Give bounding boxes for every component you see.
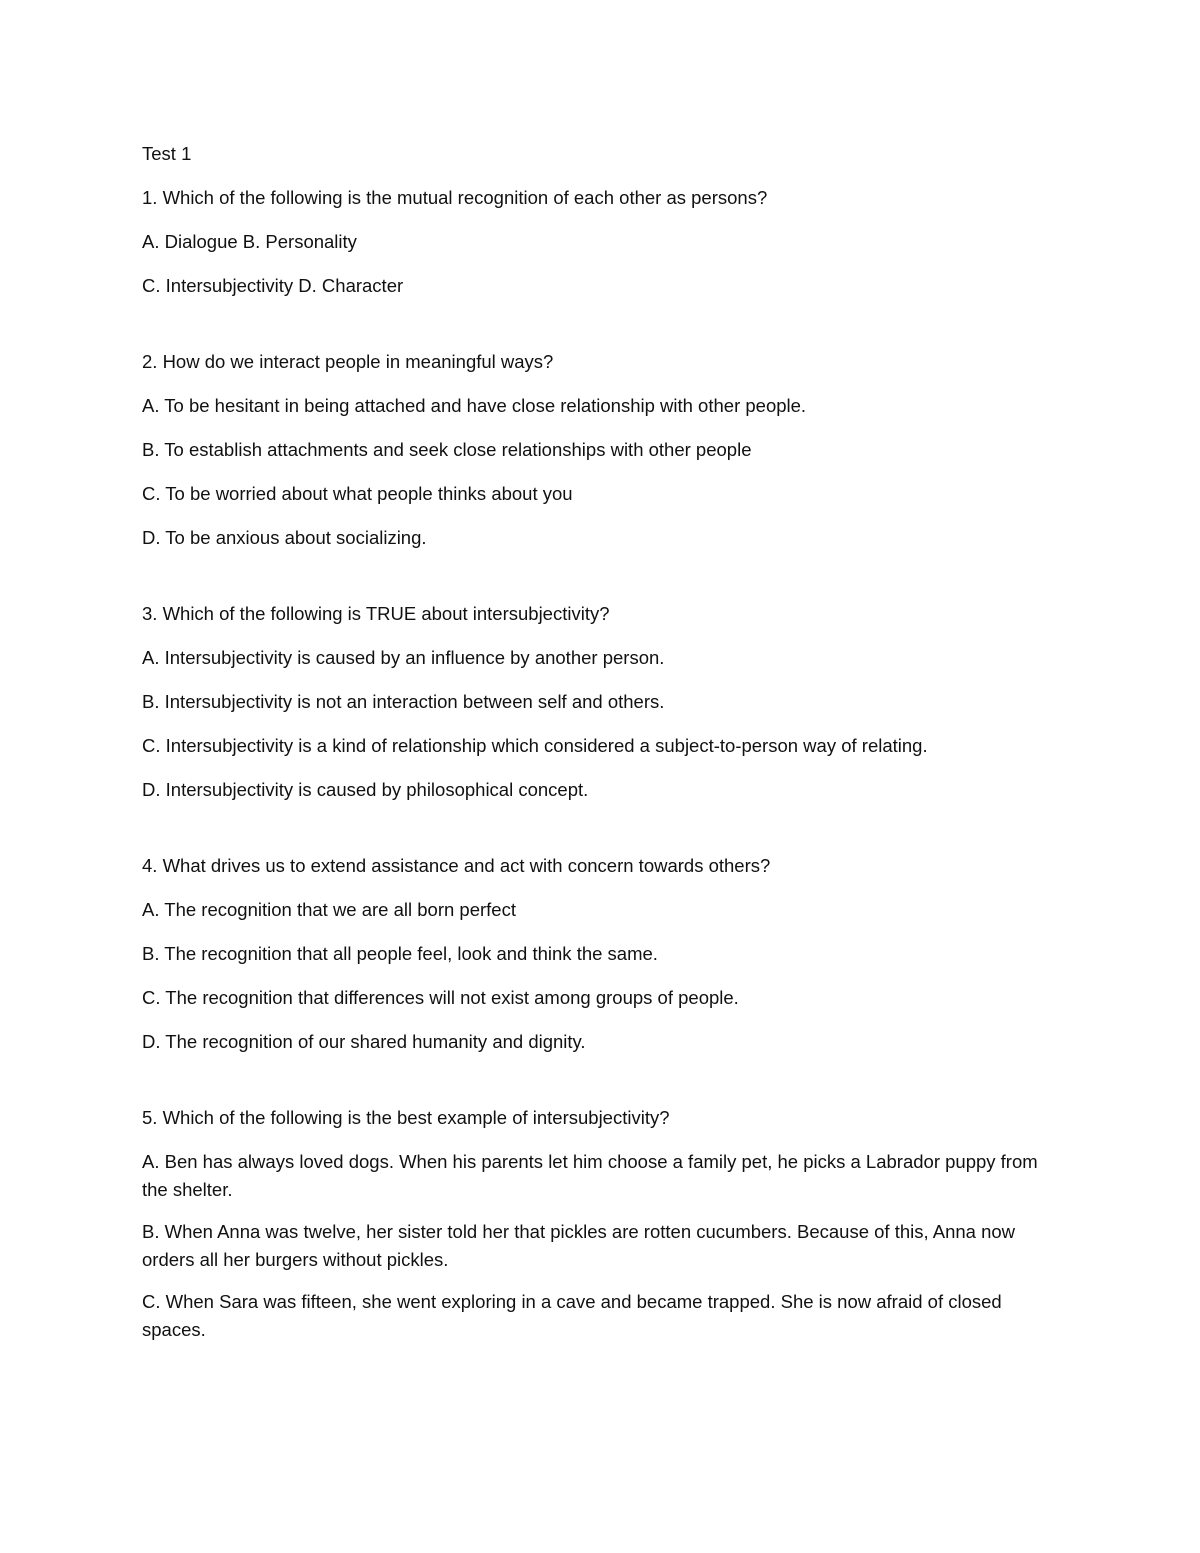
question-text: 3. Which of the following is TRUE about intersubjectivity? [142, 603, 610, 624]
answer-option: C. Intersubjectivity D. Character [142, 275, 404, 296]
question-4 [142, 852, 1062, 1056]
answer-option: A. Dialogue B. Personality [142, 231, 357, 252]
question-5 [142, 1104, 1062, 1344]
answer-option: C. Intersubjectivity is a kind of relationship which considered a subject-to-person way of relating. [142, 735, 928, 756]
answer-option: C. To be worried about what people thinks about you [142, 483, 573, 504]
question-text: 2. How do we interact people in meaningful ways? [142, 351, 554, 372]
question-2 [142, 348, 1062, 552]
question-text: 4. What drives us to extend assistance and act with concern towards others? [142, 855, 771, 876]
answer-option: A. The recognition that we are all born perfect [142, 899, 516, 920]
answer-option: B. When Anna was twelve, her sister told her that pickles are rotten cucumbers. Because of this, Anna now orders all her burgers without pickles. [142, 1221, 1016, 1270]
document-body [142, 140, 1062, 1392]
answer-option: B. Intersubjectivity is not an interaction between self and others. [142, 691, 665, 712]
answer-option: A. Ben has always loved dogs. When his parents let him choose a family pet, he picks a Labrador puppy from the shelter. [142, 1151, 1038, 1200]
answer-option: D. To be anxious about socializing. [142, 527, 427, 548]
answer-option: B. The recognition that all people feel, look and think the same. [142, 943, 658, 964]
answer-option: D. The recognition of our shared humanity and dignity. [142, 1031, 586, 1052]
answer-option: C. When Sara was fifteen, she went exploring in a cave and became trapped. She is now afraid of closed spaces. [142, 1291, 1002, 1340]
question-1 [142, 184, 1062, 300]
document-title: Test 1 [142, 143, 192, 164]
answer-option: C. The recognition that differences will not exist among groups of people. [142, 987, 739, 1008]
question-text: 5. Which of the following is the best example of intersubjectivity? [142, 1107, 670, 1128]
answer-option: B. To establish attachments and seek close relationships with other people [142, 439, 752, 460]
question-3 [142, 600, 1062, 804]
question-text: 1. Which of the following is the mutual recognition of each other as persons? [142, 187, 768, 208]
answer-option: D. Intersubjectivity is caused by philosophical concept. [142, 779, 589, 800]
answer-option: A. Intersubjectivity is caused by an influence by another person. [142, 647, 665, 668]
answer-option: A. To be hesitant in being attached and have close relationship with other people. [142, 395, 807, 416]
